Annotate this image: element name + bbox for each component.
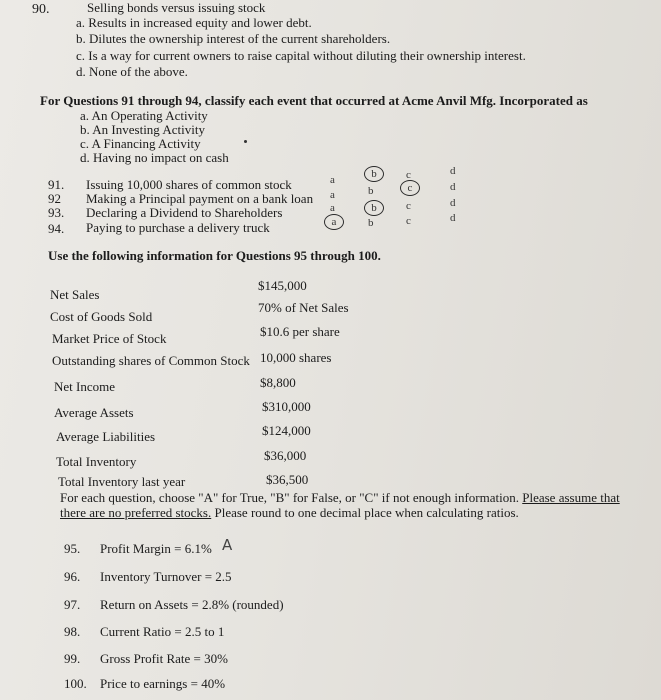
info-value-outstanding-shares: 10,000 shares <box>260 350 332 365</box>
instructions-line1-emphasis: Please assume that <box>522 490 620 505</box>
info-value-total-inventory: $36,000 <box>264 448 307 463</box>
info-value-net-sales: $145,000 <box>258 278 307 293</box>
q94-choice-b[interactable]: b <box>368 217 374 229</box>
info-value-cogs: 70% of Net Sales <box>258 300 349 315</box>
q92-choice-c-circled[interactable]: c <box>400 180 420 196</box>
q93-choice-c[interactable]: c <box>406 200 411 212</box>
q92-choice-d[interactable]: d <box>450 181 456 193</box>
q91-text: Issuing 10,000 shares of common stock <box>86 177 292 192</box>
q98-number: 98. <box>64 624 81 639</box>
q91-choice-d[interactable]: d <box>450 165 456 177</box>
q99-number: 99. <box>64 651 81 666</box>
classify-option-a: a. An Operating Activity <box>80 108 208 123</box>
stray-mark <box>244 140 247 143</box>
q92-number: 92 <box>48 191 61 206</box>
q90-number: 90. <box>32 2 50 17</box>
q95-text: Profit Margin = 6.1% <box>100 541 212 556</box>
info-label-net-income: Net Income <box>54 379 116 394</box>
info-heading: Use the following information for Questions 95 through 100. <box>48 248 381 263</box>
info-label-outstanding-shares: Outstanding shares of Common Stock <box>52 353 250 368</box>
info-label-avg-assets: Average Assets <box>54 405 134 420</box>
info-label-cogs: Cost of Goods Sold <box>50 309 153 324</box>
info-label-total-inventory: Total Inventory <box>56 454 137 469</box>
q100-text: Price to earnings = 40% <box>100 676 226 691</box>
q97-text: Return on Assets = 2.8% (rounded) <box>100 597 284 612</box>
info-value-avg-assets: $310,000 <box>262 399 311 414</box>
classify-option-b: b. An Investing Activity <box>80 122 205 137</box>
q93-choice-b-circled[interactable]: b <box>364 200 384 216</box>
q100-number: 100. <box>64 676 87 691</box>
instructions-line2 <box>60 505 519 521</box>
q98-text: Current Ratio = 2.5 to 1 <box>100 624 225 639</box>
q94-text: Paying to purchase a delivery truck <box>86 220 270 235</box>
q94-choice-a-circled[interactable]: a <box>324 214 344 230</box>
info-value-inventory-last-year: $36,500 <box>266 472 309 487</box>
q90-option-c: c. Is a way for current owners to raise capital without diluting their ownership interest. <box>76 48 526 63</box>
instructions-line1-main: For each question, choose "A" for True, "B" for False, or "C" if not enough information. <box>60 490 519 505</box>
q99-text: Gross Profit Rate = 30% <box>100 651 228 666</box>
q92-choice-b[interactable]: b <box>368 185 374 197</box>
q93-choice-d[interactable]: d <box>450 197 456 209</box>
instructions-line1 <box>60 490 620 506</box>
q94-number: 94. <box>48 221 65 236</box>
classify-option-d: d. Having no impact on cash <box>80 150 229 165</box>
instructions-line2-main: Please round to one decimal place when calculating ratios. <box>214 505 519 520</box>
q94-choice-d[interactable]: d <box>450 212 456 224</box>
q90-option-b: b. Dilutes the ownership interest of the current shareholders. <box>76 31 391 46</box>
info-label-net-sales: Net Sales <box>50 287 100 302</box>
q96-text: Inventory Turnover = 2.5 <box>100 569 232 584</box>
q93-text: Declaring a Dividend to Shareholders <box>86 205 283 220</box>
info-value-avg-liabilities: $124,000 <box>262 423 311 438</box>
classify-option-c: c. A Financing Activity <box>80 136 201 151</box>
q92-choice-a[interactable]: a <box>330 189 335 201</box>
q93-choice-a[interactable]: a <box>330 202 335 214</box>
instructions-line2-emphasis: there are no preferred stocks. <box>60 505 212 520</box>
info-value-net-income: $8,800 <box>260 375 296 390</box>
q90-option-d: d. None of the above. <box>76 64 188 79</box>
info-label-market-price: Market Price of Stock <box>52 331 167 346</box>
q91-choice-a[interactable]: a <box>330 174 335 186</box>
info-label-inventory-last-year: Total Inventory last year <box>58 474 186 489</box>
q97-number: 97. <box>64 597 81 612</box>
q96-number: 96. <box>64 569 81 584</box>
q91-choice-c[interactable]: c <box>406 169 411 181</box>
q91-number: 91. <box>48 177 65 192</box>
q95-handwritten-mark: A <box>222 536 233 554</box>
classify-intro: For Questions 91 through 94, classify each event that occurred at Acme Anvil Mfg. Incorporated as <box>40 93 588 108</box>
q92-text: Making a Principal payment on a bank loan <box>86 191 314 206</box>
q90-option-a: a. Results in increased equity and lower debt. <box>76 15 312 30</box>
q91-choice-b-circled[interactable]: b <box>364 166 384 182</box>
q95-number: 95. <box>64 541 81 556</box>
q90-stem: Selling bonds versus issuing stock <box>87 0 266 15</box>
info-value-market-price: $10.6 per share <box>260 324 340 339</box>
q93-number: 93. <box>48 205 65 220</box>
q94-choice-c[interactable]: c <box>406 215 411 227</box>
info-label-avg-liabilities: Average Liabilities <box>56 429 156 444</box>
